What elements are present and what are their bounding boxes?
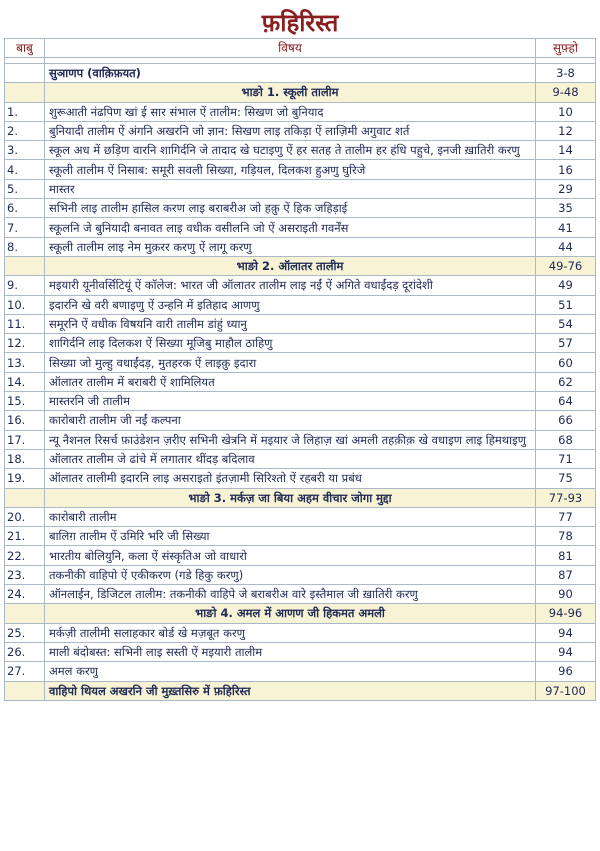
item-page: 62 — [536, 372, 596, 391]
item-page: 68 — [536, 430, 596, 449]
item-number: 1. — [5, 102, 45, 121]
item-page: 78 — [536, 527, 596, 546]
list-item — [5, 353, 596, 372]
item-text: ऑलातर तालीम में बराबरी ऐं शामिलियत — [45, 372, 536, 391]
section-title: भाङो 4. अमल में आणण जी हिकमत अमली — [45, 604, 536, 623]
item-number: 13. — [5, 353, 45, 372]
item-page: 77 — [536, 507, 596, 526]
appendix-row — [5, 681, 596, 700]
item-number: 21. — [5, 527, 45, 546]
item-text: सिख्या जो मुल्हु वधाईंदड़, मुतहरक ऐं लाइक़ु इदारा — [45, 353, 536, 372]
item-text: स्कूली तालीम ऐं निसाब: समूरी सवली सिख्या, गड़ियल, दिलकश हुअणु घुरिजे — [45, 160, 536, 179]
item-number: 20. — [5, 507, 45, 526]
item-number: 24. — [5, 585, 45, 604]
list-item — [5, 565, 596, 584]
item-number: 12. — [5, 334, 45, 353]
item-number: 2. — [5, 121, 45, 140]
item-number: 15. — [5, 392, 45, 411]
item-number: 8. — [5, 237, 45, 256]
item-page: 14 — [536, 141, 596, 160]
list-item — [5, 469, 596, 488]
item-number: 16. — [5, 411, 45, 430]
item-number: 27. — [5, 662, 45, 681]
item-text: अमल करणु — [45, 662, 536, 681]
list-item — [5, 411, 596, 430]
item-number: 10. — [5, 295, 45, 314]
list-item — [5, 449, 596, 468]
item-page: 41 — [536, 218, 596, 237]
item-number: 25. — [5, 623, 45, 642]
item-number: 19. — [5, 469, 45, 488]
item-number: 26. — [5, 642, 45, 661]
item-page: 94 — [536, 623, 596, 642]
item-number: 17. — [5, 430, 45, 449]
section-row — [5, 604, 596, 623]
item-page: 49 — [536, 276, 596, 295]
list-item — [5, 237, 596, 256]
item-text: न्यू नैशनल रिसर्च फ़ाउंडेशन ज़रीए सभिनी खेत्रनि में मइयार जे लिहाज़ खां अमली तहक़ीक़ खे वधाइण लाइ हिमथाइणु — [45, 430, 536, 449]
section-title: भाङो 3. मर्कज़ जा बिया अहम वीचार जोगा मुद्दा — [45, 488, 536, 507]
list-item — [5, 141, 596, 160]
section-pages: 94-96 — [536, 604, 596, 623]
item-text: शागिर्दनि लाइ दिलकश ऐं सिख्या मूजिबु माहौल ठाहिणु — [45, 334, 536, 353]
item-page: 66 — [536, 411, 596, 430]
section-title: भाङो 1. स्कूली तालीम — [45, 83, 536, 102]
item-page: 12 — [536, 121, 596, 140]
list-item — [5, 218, 596, 237]
item-text: भारतीय बोलियुनि, कला ऐं संस्कृतिअ जो वाधारो — [45, 546, 536, 565]
item-number: 3. — [5, 141, 45, 160]
item-page: 87 — [536, 565, 596, 584]
item-page: 71 — [536, 449, 596, 468]
contents-body — [5, 58, 596, 701]
section-pages: 9-48 — [536, 83, 596, 102]
item-text: शुरूआती नंढपिण खां ई सार संभाल ऐं तालीम: सिखण जो बुनियाद — [45, 102, 536, 121]
item-page: 64 — [536, 392, 596, 411]
list-item — [5, 295, 596, 314]
item-text: स्कूल अध में छड़िण वारनि शागिर्दनि जे तादाद खे घटाइणु ऐं हर सतह ते तालीम हर हंधि पहुचे, इनजी ख़ातिरी करणु — [45, 141, 536, 160]
list-item — [5, 160, 596, 179]
preface-row — [5, 64, 596, 83]
preface-text: सुञाणप (वाक़िफ़यत) — [45, 64, 536, 83]
header-page: सुफ़्हो — [536, 39, 596, 58]
list-item — [5, 546, 596, 565]
item-number: 23. — [5, 565, 45, 584]
item-number: 14. — [5, 372, 45, 391]
page-title: फ़हिरिस्त — [261, 9, 339, 37]
item-number: 9. — [5, 276, 45, 295]
item-text: समूरनि ऐं वधीक विषयनि वारी तालीम डांहुं ध्यानु — [45, 314, 536, 333]
item-text: बालिग़ तालीम ऐं उमिरि भरि जी सिख्या — [45, 527, 536, 546]
list-item — [5, 430, 596, 449]
list-item — [5, 372, 596, 391]
item-number: 4. — [5, 160, 45, 179]
item-page: 16 — [536, 160, 596, 179]
list-item — [5, 585, 596, 604]
item-number: 5. — [5, 179, 45, 198]
list-item — [5, 314, 596, 333]
list-item — [5, 334, 596, 353]
section-title: भाङो 2. ऑलातर तालीम — [45, 256, 536, 275]
item-page: 44 — [536, 237, 596, 256]
section-pages: 49-76 — [536, 256, 596, 275]
item-text: ऑलातर तालीम जे ढांचे में लगातार थींदड़ बदिलाव — [45, 449, 536, 468]
item-text: तकनीकी वाहिपो ऐं एकीकरण (गडे हिकु करणु) — [45, 565, 536, 584]
list-item — [5, 276, 596, 295]
header-subject: विषय — [45, 39, 536, 58]
item-page: 57 — [536, 334, 596, 353]
item-text: कारोबारी तालीम — [45, 507, 536, 526]
item-text: मइयारी यूनीवर्सिटियूं ऐं कॉलेज: भारत जी ऑलातर तालीम लाइ नईं ऐं अगिते वधाईंदड़ दूरांदेशी — [45, 276, 536, 295]
item-text: माली बंदोबस्त: सभिनी लाइ सस्ती ऐं मइयारी तालीम — [45, 642, 536, 661]
section-row — [5, 488, 596, 507]
item-page: 75 — [536, 469, 596, 488]
section-pages: 77-93 — [536, 488, 596, 507]
section-row — [5, 256, 596, 275]
appendix-text: वाहिपो थियल अखरनि जी मुख़्तसिरु में फ़हिरिस्त — [45, 681, 536, 700]
item-number: 11. — [5, 314, 45, 333]
item-page: 54 — [536, 314, 596, 333]
item-text: इदारनि खे वरी बणाइणु ऐं उन्हनि में इतिहाद आणणु — [45, 295, 536, 314]
contents-table — [4, 38, 596, 701]
item-page: 10 — [536, 102, 596, 121]
header-row — [5, 39, 596, 58]
list-item — [5, 199, 596, 218]
item-page: 60 — [536, 353, 596, 372]
list-item — [5, 507, 596, 526]
list-item — [5, 623, 596, 642]
item-text: सभिनी लाइ तालीम हासिल करण लाइ बराबरीअ जो हक़ु ऐं हिक जहिड़ाई — [45, 199, 536, 218]
item-number: 6. — [5, 199, 45, 218]
item-page: 81 — [536, 546, 596, 565]
list-item — [5, 102, 596, 121]
item-text: ऑलातर तालीमी इदारनि लाइ असराइतो इंतज़ामी सिरिश्तो ऐं रहबरी या प्रबंध — [45, 469, 536, 488]
item-text: बुनियादी तालीम ऐं अंगनि अखरनि जो ज्ञान: सिखण लाइ तकिड़ा ऐं लाज़िमी अगुवाट शर्त — [45, 121, 536, 140]
item-text: स्कूली तालीम लाइ नेम मुक़रर करणु ऐं लागू करणु — [45, 237, 536, 256]
item-text: ऑनलाईन, डिजिटल तालीम: तकनीकी वाहिपे जे बराबरीअ वारे इस्तैमाल जी ख़ातिरी करणु — [45, 585, 536, 604]
list-item — [5, 642, 596, 661]
list-item — [5, 179, 596, 198]
preface-page: 3-8 — [536, 64, 596, 83]
list-item — [5, 392, 596, 411]
item-text: मर्कज़ी तालीमी सलाहकार बोर्ड खे मज़बूत करणु — [45, 623, 536, 642]
list-item — [5, 121, 596, 140]
list-item — [5, 662, 596, 681]
appendix-page: 97-100 — [536, 681, 596, 700]
item-text: स्कूलनि जे बुनियादी बनावत लाइ वधीक वसीलनि जो ऐं असराइती गवर्नेंस — [45, 218, 536, 237]
item-page: 96 — [536, 662, 596, 681]
item-page: 51 — [536, 295, 596, 314]
item-text: मास्तरनि जी तालीम — [45, 392, 536, 411]
item-number: 18. — [5, 449, 45, 468]
item-page: 35 — [536, 199, 596, 218]
item-page: 94 — [536, 642, 596, 661]
header-num: बाबु — [5, 39, 45, 58]
item-page: 29 — [536, 179, 596, 198]
item-number: 7. — [5, 218, 45, 237]
item-number: 22. — [5, 546, 45, 565]
list-item — [5, 527, 596, 546]
section-row — [5, 83, 596, 102]
item-text: मास्तर — [45, 179, 536, 198]
item-text: कारोबारी तालीम जी नईं कल्पना — [45, 411, 536, 430]
item-page: 90 — [536, 585, 596, 604]
